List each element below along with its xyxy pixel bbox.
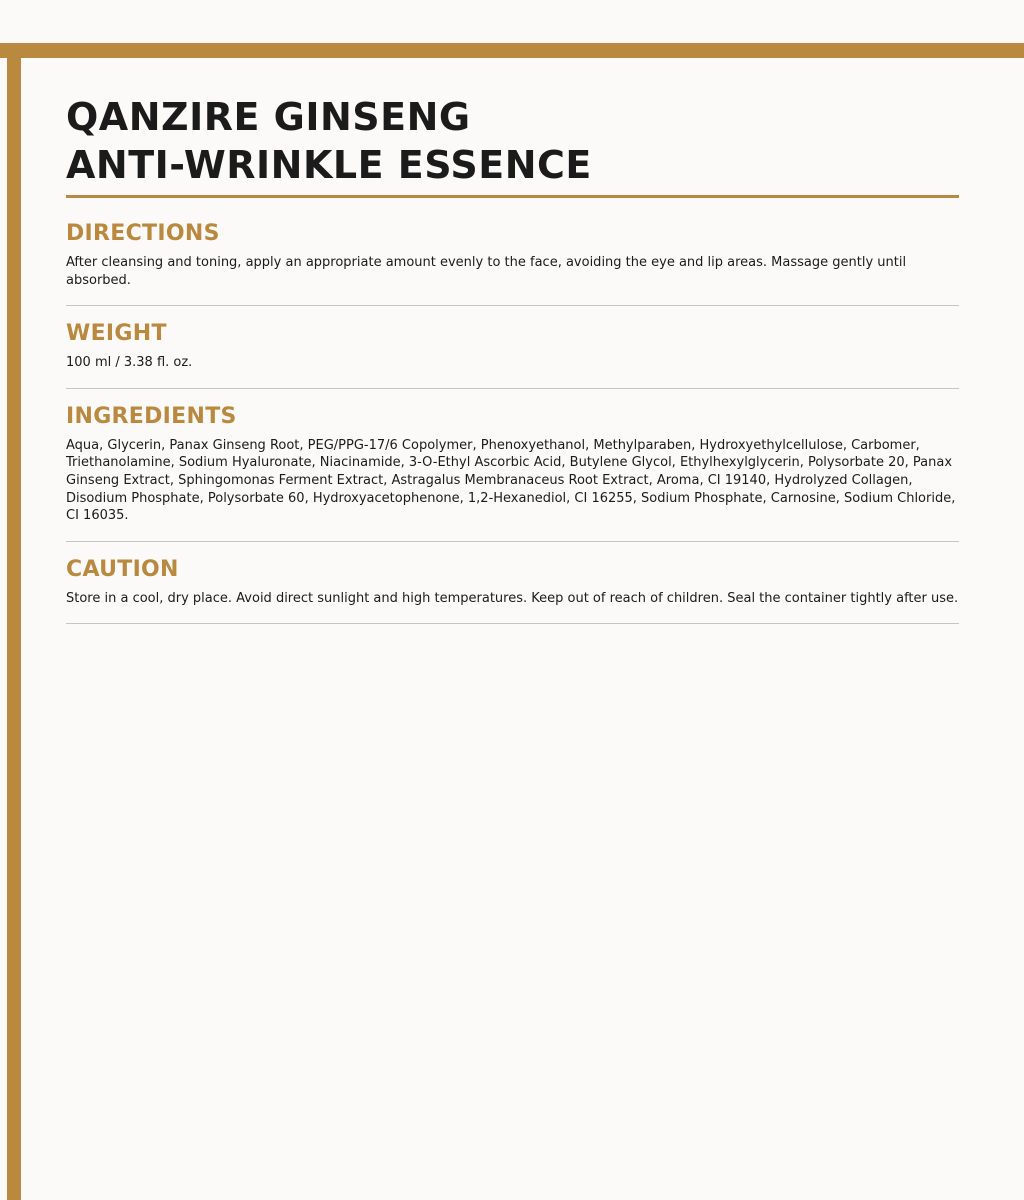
top-accent-bar <box>0 43 1024 58</box>
product-label <box>66 93 959 624</box>
section-heading-weight: WEIGHT <box>66 321 167 347</box>
section-ingredients <box>66 389 959 542</box>
product-title-line1: QANZIRE GINSENG <box>66 95 471 139</box>
section-text-caution: Store in a cool, dry place. Avoid direct sunlight and high temperatures. Keep out of reach of children. Seal the container tightly after use. <box>66 590 959 606</box>
left-accent-bar <box>7 58 21 1200</box>
section-weight <box>66 306 959 389</box>
section-heading-ingredients: INGREDIENTS <box>66 403 237 429</box>
section-heading-directions: DIRECTIONS <box>66 221 220 246</box>
section-caution <box>66 542 959 625</box>
section-text-directions: After cleansing and toning, apply an appropriate amount evenly to the face, avoiding the eye and lip areas. Massage gently until absorbed. <box>66 255 907 288</box>
section-heading-caution: CAUTION <box>66 556 179 582</box>
section-text-weight: 100 ml / 3.38 fl. oz. <box>66 355 193 371</box>
product-title <box>66 93 959 189</box>
section-directions <box>66 198 959 306</box>
section-text-ingredients: Aqua, Glycerin, Panax Ginseng Root, PEG/PPG-17/6 Copolymer, Phenoxyethanol, Methylparaben, Hydroxyethylcellulose, Carbomer, Triethanolamine, Sodium Hyaluronate, Niacinamide, 3-O-Ethyl Ascorbic Acid, Butylene Glycol, Ethylhexylglycerin, Polysorbate 20, Panax Ginseng Extract, Sphingomonas Ferment Extract, Astragalus Membranaceus Root Extract, Aroma, CI 19140, Hydrolyzed Collagen, Disodium Phosphate, Polysorbate 60, Hydroxyacetophenone, 1,2-Hexanediol, CI 16255, Sodium Phosphate, Carnosine, Sodium Chloride, CI 16035. <box>66 437 956 524</box>
product-title-line2: ANTI-WRINKLE ESSENCE <box>66 143 592 187</box>
